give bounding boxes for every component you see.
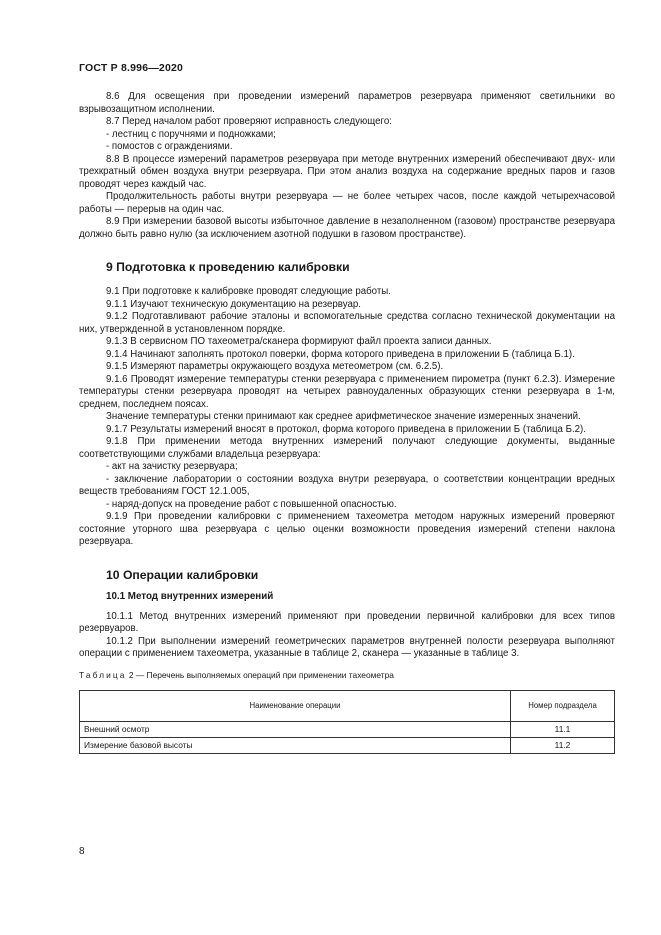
document-header: ГОСТ Р 8.996—2020 xyxy=(79,62,184,74)
paragraph: 9.1.4 Начинают заполнять протокол поверки, форма которого приведена в приложении Б (таблица Б.1). xyxy=(106,348,575,360)
table-row xyxy=(80,737,615,753)
paragraph: 10.1.1 Метод внутренних измерений применяют при проведении первичной калибровки для всех типов резервуаров. xyxy=(79,610,615,634)
table-cell-subsection: 11.1 xyxy=(511,721,615,737)
section-heading-9: 9 Подготовка к проведению калибровки xyxy=(106,260,350,274)
paragraph: 9.1.7 Результаты измерений вносят в протокол, форма которого приведена в приложении Б (таблица Б.2). xyxy=(106,423,586,435)
paragraph: Продолжительность работы внутри резервуара — не более четырех часов, после каждой четырехчасовой работы — перерыв на один час. xyxy=(79,191,615,215)
paragraph: 9.1.8 При применении метода внутренних измерений получают следующие документы, выданные соответствующими службами владельца резервуара: xyxy=(79,436,615,460)
paragraph: 9.1.9 При проведении калибровки с применением тахеометра методом наружных измерений проверяют состояние уторного шва резервуара с целью оценки возможности проведения измерений степени наклона резервуара. xyxy=(79,511,615,547)
paragraph: 8.8 В процессе измерений параметров резервуара при методе внутренних измерений обеспечивают двух- или трехкратный обмен воздуха внутри резервуара. При этом анализ воздуха на содержание вредных паров и газов проводят через каждый час. xyxy=(79,153,615,190)
list-item: - акт на зачистку резервуара; xyxy=(106,461,238,472)
table-cell-operation: Измерение базовой высоты xyxy=(80,737,511,753)
paragraph: 8.6 Для освещения при проведении измерений параметров резервуара применяют светильники во взрывозащитном исполнении. xyxy=(79,91,615,115)
paragraph: 9.1.1 Изучают техническую документацию на резервуар. xyxy=(106,298,361,310)
paragraph: 8.7 Перед началом работ проверяют исправность следующего: xyxy=(106,116,392,127)
paragraph: 9.1.5 Измеряют параметры окружающего воздуха метеометром (см. 6.2.5). xyxy=(106,361,444,372)
subsection-heading: 10.1 Метод внутренних измерений xyxy=(106,590,274,602)
paragraph: 9.1 При подготовке к калибровке проводят следующие работы. xyxy=(106,286,391,297)
paragraph: 9.1.2 Подготавливают рабочие эталоны и вспомогательные средства согласно технической документации на них, утвержденной в установленном порядке. xyxy=(79,311,615,335)
paragraph: 10.1.2 При выполнении измерений геометрических параметров внутренней полости резервуара выполняют операции с применением тахеометра, указанные в таблице 2, сканера — указанные в таблице 3. xyxy=(79,635,615,659)
column-header-subsection: Номер подраздела xyxy=(511,690,615,721)
paragraph: 8.9 При измерении базовой высоты избыточное давление в незаполненном (газовом) пространстве резервуара должно быть равно нулю (за исключением азотной подушки в газовом пространстве). xyxy=(79,216,615,240)
list-item: - заключение лаборатории о состоянии воздуха внутри резервуара, о соответствии концентрации вредных веществ требованиям ГОСТ 12.1.005, xyxy=(79,473,615,497)
column-header-operation: Наименование операции xyxy=(80,690,511,721)
paragraph: 9.1.3 В сервисном ПО тахеометра/сканера формируют файл проекта записи данных. xyxy=(106,336,492,347)
page-content xyxy=(79,91,615,754)
table-caption xyxy=(79,670,615,680)
table-caption-text: 2 — Перечень выполняемых операций при применении тахеометра xyxy=(128,669,394,680)
paragraph: Значение температуры стенки принимают как среднее арифметическое значение измеренных значений. xyxy=(106,411,581,422)
list-item: - помостов с ограждениями. xyxy=(106,141,233,152)
list-item: - наряд-допуск на проведение работ с повышенной опасностью. xyxy=(106,498,397,510)
paragraph: 9.1.6 Проводят измерение температуры стенки резервуара с применением пирометра (пункт 6.2.3). Измерение температуры стенки резервуара проводят на четырех равноудаленных образующих стенки резервуара в 1-м, среднем, последнем поясах. xyxy=(79,373,615,410)
operations-table xyxy=(79,690,615,754)
table-cell-subsection: 11.2 xyxy=(511,737,615,753)
list-item: - лестниц с поручнями и подножками; xyxy=(106,128,276,140)
page-number: 8 xyxy=(79,846,85,857)
table-header-row xyxy=(80,690,615,721)
table-row xyxy=(80,721,615,737)
table-caption-label: Таблица xyxy=(79,669,127,680)
section-heading-10: 10 Операции калибровки xyxy=(106,567,259,582)
table-cell-operation: Внешний осмотр xyxy=(80,721,511,737)
